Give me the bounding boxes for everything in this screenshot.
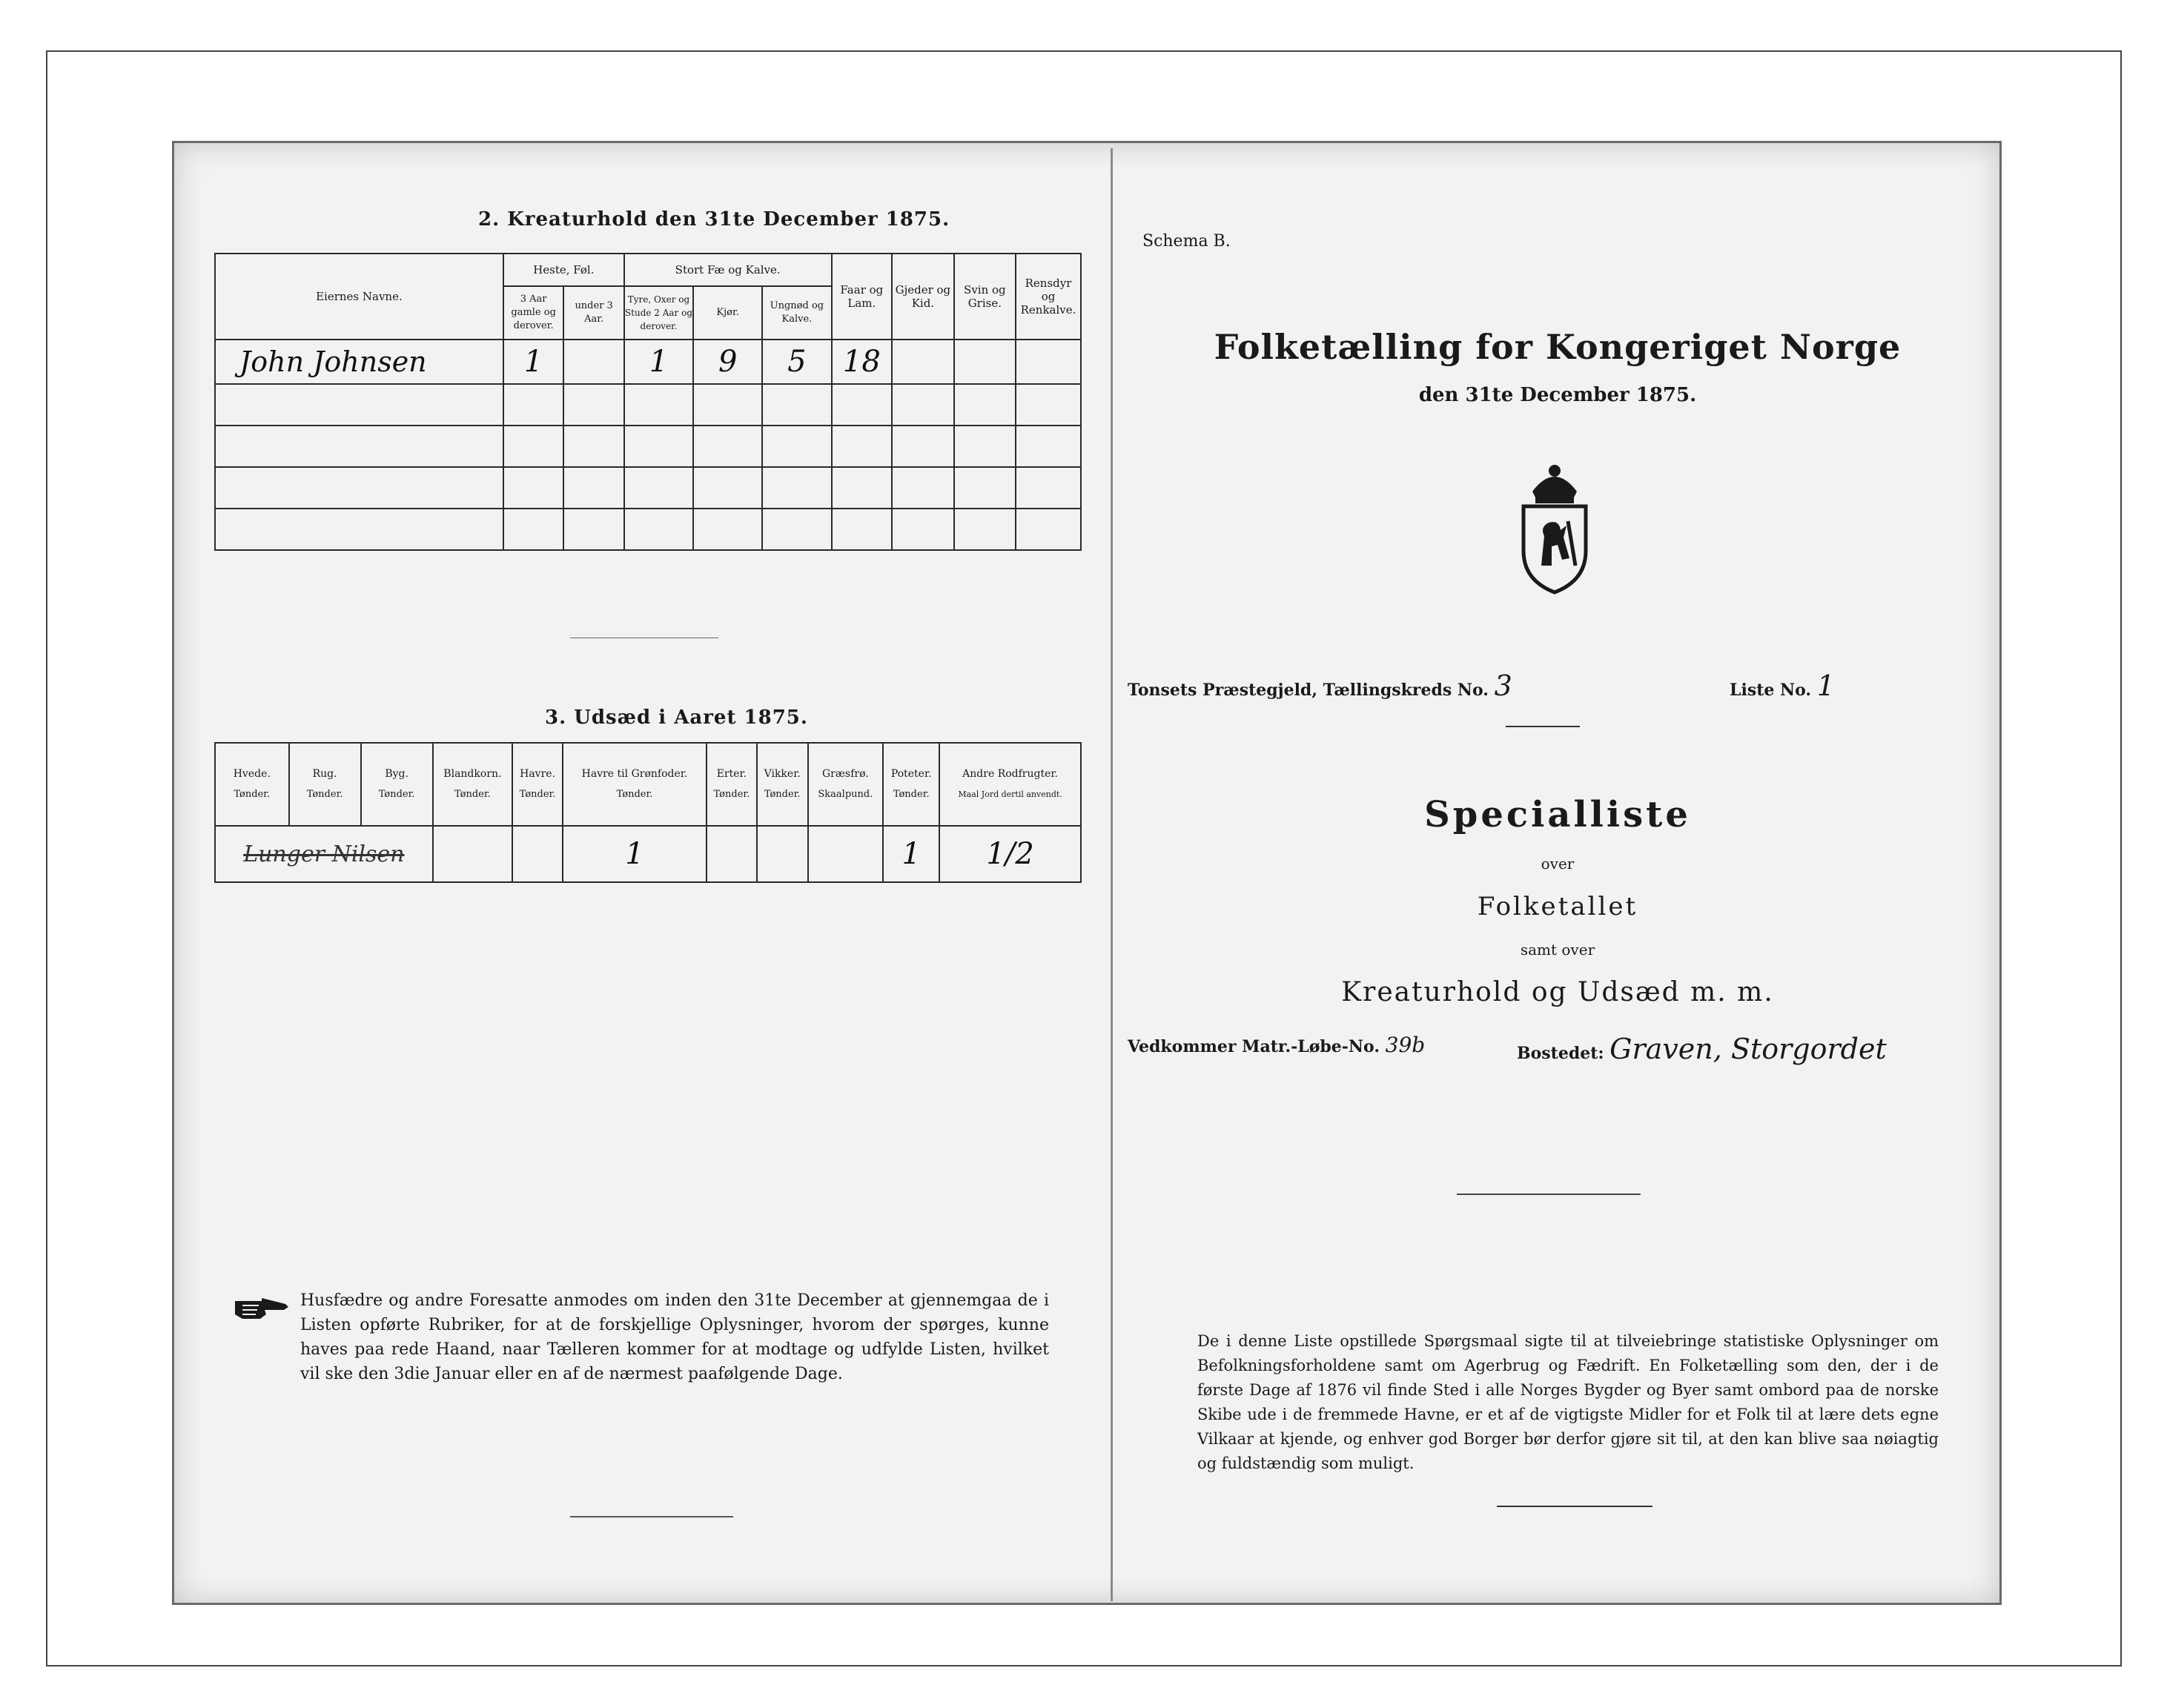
crops-section-title: 3. Udsæd i Aaret 1875. bbox=[545, 706, 808, 729]
folketallet-text: Folketallet bbox=[1477, 892, 1638, 921]
crop-name: Havre til Grønfoder. bbox=[581, 768, 688, 780]
main-title: Folketælling for Kongeriget Norge bbox=[1214, 327, 1902, 367]
divider bbox=[1506, 726, 1580, 727]
table-row bbox=[215, 384, 1081, 426]
crop-header bbox=[512, 743, 563, 826]
crop-header bbox=[883, 743, 939, 826]
crop-name: Byg. bbox=[385, 768, 408, 780]
owner-name-cell: John Johnsen bbox=[215, 340, 503, 384]
crop-header bbox=[939, 743, 1081, 826]
crop-unit: Tønder. bbox=[764, 789, 801, 800]
crop-header bbox=[563, 743, 707, 826]
crop-name: Blandkorn. bbox=[443, 768, 502, 780]
crop-unit: Tønder. bbox=[234, 789, 271, 800]
horses-under3-header: under 3 Aar. bbox=[563, 286, 623, 340]
crop-header bbox=[215, 743, 289, 826]
crop-unit: Skaalpund. bbox=[818, 789, 873, 800]
census-paragraph: De i denne Liste opstillede Spørgsmaal sigte til at tilveiebringe statistiske Oplysninger om Befolkningsforholdene samt om Agerbrug og Fædrift. En Folketælling som den, der i de første Dage af 1876 vil finde Sted i alle Norges Bygder og Byer samt ombord paa de norske Skibe ude i de fremmede Havne, er et af de vigtigste Midler for et Folk til at lære dets egne Vilkaar at kjende, og enhver god Borger bør derfor gjøre sit til, at den kan blive saa nøiagtig og fuldstændig som muligt. bbox=[1197, 1332, 1939, 1472]
sheep-cell: 18 bbox=[832, 340, 893, 384]
horses-under3-cell bbox=[563, 340, 623, 384]
table-row bbox=[215, 340, 1081, 384]
table-row bbox=[215, 426, 1081, 467]
sheep-header: Faar og Lam. bbox=[832, 254, 893, 340]
crop-name: Rug. bbox=[312, 768, 337, 780]
crop-unit: Tønder. bbox=[519, 789, 556, 800]
pigs-header: Svin og Grise. bbox=[954, 254, 1016, 340]
pigs-cell bbox=[954, 340, 1016, 384]
divider bbox=[1457, 1194, 1641, 1195]
bosted-line bbox=[1517, 1033, 1887, 1065]
samt-over-text: samt over bbox=[1520, 941, 1595, 959]
district-value: 3 bbox=[1494, 669, 1512, 702]
crop-header bbox=[289, 743, 361, 826]
struck-handwriting-cell: Lunger Nilsen bbox=[215, 826, 433, 882]
crop-value-cell bbox=[433, 826, 512, 882]
main-subtitle: den 31te December 1875. bbox=[1418, 384, 1697, 406]
cattle-young-header: Ungnød og Kalve. bbox=[762, 286, 831, 340]
census-sheet bbox=[172, 141, 2002, 1605]
crop-unit: Maal Jord dertil anvendt. bbox=[958, 790, 1062, 799]
livestock-section-title: 2. Kreaturhold den 31te December 1875. bbox=[478, 208, 950, 231]
crop-value-cell bbox=[512, 826, 563, 882]
parish-district-line bbox=[1128, 669, 1512, 702]
crop-header bbox=[757, 743, 808, 826]
table-row bbox=[215, 509, 1081, 550]
crop-unit: Tønder. bbox=[378, 789, 415, 800]
norwegian-lion-crest-icon bbox=[1510, 454, 1599, 595]
crop-name: Poteter. bbox=[890, 768, 932, 780]
table-row bbox=[215, 826, 1081, 882]
schema-label: Schema B. bbox=[1142, 232, 1231, 251]
livestock-table bbox=[214, 253, 1082, 551]
crop-unit: Tønder. bbox=[893, 789, 930, 800]
owner-header: Eiernes Navne. bbox=[215, 254, 503, 340]
bosted-value: Graven, Storgordet bbox=[1609, 1033, 1887, 1065]
notice-text: Husfædre og andre Foresatte anmodes om inden den 31te December at gjennemgaa de i Listen opførte Rubriker, for at de forskjellige Oplysninger, hvorom der spørges, kunne haves paa rede Haand, naar Tælleren kommer for at modtage og udfylde Listen, hvilket vil ske den 3die Januar eller en af de nærmest paafølgende Dage. bbox=[300, 1291, 1049, 1383]
pointing-hand-icon bbox=[232, 1294, 291, 1323]
crop-value-cell: 1 bbox=[563, 826, 707, 882]
crop-name: Andre Rodfrugter. bbox=[962, 768, 1058, 780]
crop-name: Erter. bbox=[716, 768, 747, 780]
page-fold bbox=[1111, 148, 1113, 1601]
cattle-young-cell: 5 bbox=[762, 340, 831, 384]
table-row bbox=[215, 467, 1081, 509]
goats-header: Gjeder og Kid. bbox=[892, 254, 954, 340]
crop-unit: Tønder. bbox=[454, 789, 491, 800]
cattle-header: Stort Fæ og Kalve. bbox=[624, 254, 832, 286]
reindeer-cell bbox=[1016, 340, 1081, 384]
district-label: Tællingskreds No. bbox=[1323, 681, 1489, 700]
cattle-cows-cell: 9 bbox=[693, 340, 762, 384]
crop-header bbox=[808, 743, 884, 826]
crop-header bbox=[707, 743, 757, 826]
list-label: Liste No. bbox=[1730, 681, 1812, 700]
crop-value-cell bbox=[707, 826, 757, 882]
crop-header bbox=[433, 743, 512, 826]
crop-header-row bbox=[215, 743, 1081, 826]
crop-value-cell: 1 bbox=[883, 826, 939, 882]
crop-name: Hvede. bbox=[233, 768, 271, 780]
bosted-label: Bostedet: bbox=[1517, 1044, 1604, 1063]
parish-label: Tonsets Præstegjeld, bbox=[1128, 681, 1317, 700]
right-page bbox=[1113, 143, 2002, 1603]
matr-value: 39b bbox=[1385, 1033, 1426, 1057]
crop-name: Vikker. bbox=[764, 768, 801, 780]
matr-line bbox=[1128, 1033, 1425, 1057]
divider bbox=[570, 1516, 733, 1517]
matr-label: Vedkommer Matr.-Løbe-No. bbox=[1128, 1037, 1380, 1056]
crop-header bbox=[361, 743, 433, 826]
reindeer-header: Rensdyr og Renkalve. bbox=[1016, 254, 1081, 340]
over-text: over bbox=[1541, 855, 1575, 873]
special-list-title: Specialliste bbox=[1424, 794, 1691, 835]
cattle-bulls-header: Tyre, Oxer og Stude 2 Aar og derover. bbox=[624, 286, 693, 340]
list-value: 1 bbox=[1816, 669, 1835, 702]
crop-unit: Tønder. bbox=[616, 789, 653, 800]
kreaturhold-text: Kreaturhold og Udsæd m. m. bbox=[1341, 977, 1774, 1007]
crop-unit: Tønder. bbox=[306, 789, 343, 800]
crop-name: Græsfrø. bbox=[822, 768, 869, 780]
horses-3plus-header: 3 Aar gamle og derover. bbox=[503, 286, 564, 340]
goats-cell bbox=[892, 340, 954, 384]
horses-header: Heste, Føl. bbox=[503, 254, 624, 286]
cattle-cows-header: Kjør. bbox=[693, 286, 762, 340]
left-page bbox=[174, 143, 1113, 1603]
crop-value-cell: 1/2 bbox=[939, 826, 1081, 882]
list-number-line bbox=[1730, 669, 1835, 702]
crop-value-cell bbox=[757, 826, 808, 882]
horses-3plus-cell: 1 bbox=[503, 340, 564, 384]
crop-unit: Tønder. bbox=[713, 789, 750, 800]
cattle-bulls-cell: 1 bbox=[624, 340, 693, 384]
crop-value-cell bbox=[808, 826, 884, 882]
divider bbox=[1497, 1506, 1652, 1507]
crop-name: Havre. bbox=[520, 768, 556, 780]
crops-table bbox=[214, 742, 1082, 883]
